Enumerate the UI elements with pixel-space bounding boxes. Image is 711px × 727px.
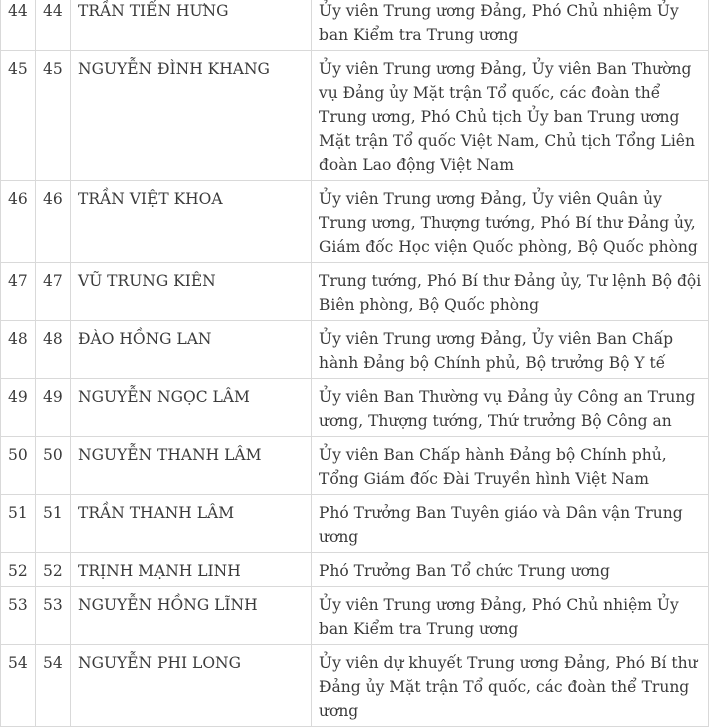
row-number-cell: 50: [36, 437, 71, 495]
position-cell: Phó Trưởng Ban Tuyên giáo và Dân vận Trung ương: [312, 495, 709, 553]
row-number-cell: 54: [36, 645, 71, 727]
table-row: [1, 437, 709, 495]
name-cell: TRẦN THANH LÂM: [71, 495, 312, 553]
row-number-cell: 48: [36, 321, 71, 379]
position-cell: Ủy viên Trung ương Đảng, Ủy viên Ban Thường vụ Đảng ủy Mặt trận Tổ quốc, các đoàn thể Trung ương, Phó Chủ tịch Ủy ban Trung ương Mặt trận Tổ quốc Việt Nam, Chủ tịch Tổng Liên đoàn Lao động Việt Nam: [312, 51, 709, 181]
position-cell: Ủy viên Trung ương Đảng, Ủy viên Quân ủy Trung ương, Thượng tướng, Phó Bí thư Đảng ủy, Giám đốc Học viện Quốc phòng, Bộ Quốc phòng: [312, 181, 709, 263]
row-index-cell: 50: [1, 437, 36, 495]
table-row: [1, 553, 709, 587]
row-number-cell: 53: [36, 587, 71, 645]
table-row: [1, 645, 709, 727]
name-cell: TRẦN VIỆT KHOA: [71, 181, 312, 263]
position-cell: Phó Trưởng Ban Tổ chức Trung ương: [312, 553, 709, 587]
name-cell: NGUYỄN NGỌC LÂM: [71, 379, 312, 437]
table-row: [1, 0, 709, 51]
row-number-cell: 51: [36, 495, 71, 553]
row-number-cell: 49: [36, 379, 71, 437]
table-row: [1, 51, 709, 181]
row-index-cell: 49: [1, 379, 36, 437]
row-number-cell: 44: [36, 0, 71, 51]
row-index-cell: 54: [1, 645, 36, 727]
row-number-cell: 46: [36, 181, 71, 263]
row-number-cell: 45: [36, 51, 71, 181]
row-number-cell: 52: [36, 553, 71, 587]
row-index-cell: 48: [1, 321, 36, 379]
table-row: [1, 181, 709, 263]
table-row: [1, 321, 709, 379]
position-cell: Ủy viên dự khuyết Trung ương Đảng, Phó Bí thư Đảng ủy Mặt trận Tổ quốc, các đoàn thể Trung ương: [312, 645, 709, 727]
row-index-cell: 45: [1, 51, 36, 181]
position-cell: Ủy viên Ban Chấp hành Đảng bộ Chính phủ, Tổng Giám đốc Đài Truyền hình Việt Nam: [312, 437, 709, 495]
row-index-cell: 47: [1, 263, 36, 321]
table-row: [1, 263, 709, 321]
name-cell: NGUYỄN THANH LÂM: [71, 437, 312, 495]
name-cell: TRẦN TIẾN HƯNG: [71, 0, 312, 51]
name-cell: NGUYỄN PHI LONG: [71, 645, 312, 727]
name-cell: VŨ TRUNG KIÊN: [71, 263, 312, 321]
table-row: [1, 587, 709, 645]
name-cell: TRỊNH MẠNH LINH: [71, 553, 312, 587]
position-cell: Ủy viên Ban Thường vụ Đảng ủy Công an Trung ương, Thượng tướng, Thứ trưởng Bộ Công an: [312, 379, 709, 437]
name-cell: ĐÀO HỒNG LAN: [71, 321, 312, 379]
position-cell: Ủy viên Trung ương Đảng, Phó Chủ nhiệm Ủy ban Kiểm tra Trung ương: [312, 587, 709, 645]
row-index-cell: 53: [1, 587, 36, 645]
row-index-cell: 51: [1, 495, 36, 553]
table-row: [1, 495, 709, 553]
name-cell: NGUYỄN HỒNG LĨNH: [71, 587, 312, 645]
position-cell: Ủy viên Trung ương Đảng, Ủy viên Ban Chấp hành Đảng bộ Chính phủ, Bộ trưởng Bộ Y tế: [312, 321, 709, 379]
row-index-cell: 44: [1, 0, 36, 51]
row-number-cell: 47: [36, 263, 71, 321]
table-row: [1, 379, 709, 437]
name-cell: NGUYỄN ĐÌNH KHANG: [71, 51, 312, 181]
row-index-cell: 52: [1, 553, 36, 587]
position-cell: Ủy viên Trung ương Đảng, Phó Chủ nhiệm Ủy ban Kiểm tra Trung ương: [312, 0, 709, 51]
position-cell: Trung tướng, Phó Bí thư Đảng ủy, Tư lệnh Bộ đội Biên phòng, Bộ Quốc phòng: [312, 263, 709, 321]
row-index-cell: 46: [1, 181, 36, 263]
